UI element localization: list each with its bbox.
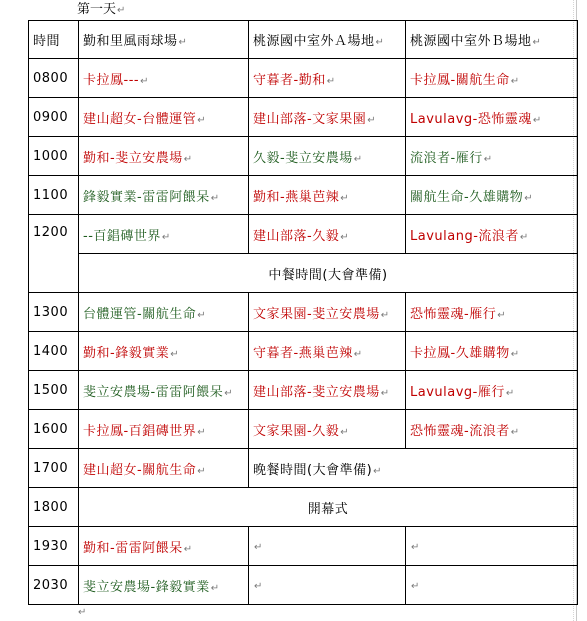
match-cell: 勤和-燕巢芭辣↵ [249, 176, 406, 215]
time-cell: 1000 [29, 137, 79, 176]
match-cell: 鋒毅實業-雷雷阿餵呆↵ [79, 176, 249, 215]
match-cell: Lavulavg-雁行↵ [406, 371, 578, 410]
dinner-cell: 晚餐時間(大會準備)↵ [249, 449, 578, 488]
time-cell: 1700 [29, 449, 79, 488]
match-cell [406, 527, 578, 566]
table-row [29, 293, 578, 332]
match-cell: 建山超女-關航生命↵ [79, 449, 249, 488]
table-row [29, 215, 578, 254]
paragraph-mark-icon: ↵ [505, 387, 515, 399]
match-cell [249, 566, 406, 605]
break-cell: 中餐時間(大會準備) [79, 254, 578, 293]
table-row [29, 176, 578, 215]
match-cell: 勤和-雷雷阿餵呆↵ [79, 527, 249, 566]
schedule-table [28, 20, 578, 605]
paragraph-mark-icon: ↵ [140, 75, 149, 87]
day-title-text: 第一天 [77, 2, 117, 17]
match-cell: 斐立安農場-鋒毅實業↵ [79, 566, 249, 605]
match-cell: 守暮者-燕巢芭辣↵ [249, 332, 406, 371]
match-cell: 恐怖靈魂-流浪者↵ [406, 410, 578, 449]
match-cell: 守暮者-勤和↵ [249, 59, 406, 98]
paragraph-mark-icon: ↵ [380, 387, 390, 399]
paragraph-mark-icon: ↵ [340, 426, 350, 438]
match-cell: 勤和-斐立安農場↵ [79, 137, 249, 176]
paragraph-mark-icon: ↵ [532, 114, 542, 126]
paragraph-mark-icon: ↵ [510, 348, 520, 360]
paragraph-mark-icon: ↵ [183, 543, 193, 555]
paragraph-mark-icon: ↵ [340, 231, 350, 243]
time-cell: 1200 [29, 215, 79, 293]
match-cell: 建山部落-久毅↵ [249, 215, 406, 254]
match-cell: Lavulavg-恐怖靈魂↵ [406, 98, 578, 137]
paragraph-mark-icon: ↵ [117, 5, 126, 16]
match-cell: 久毅-斐立安農場↵ [249, 137, 406, 176]
paragraph-mark-icon: ↵ [170, 348, 180, 360]
header-venue-3: 桃源國中室外Ｂ場地↵ [406, 21, 578, 59]
table-row [29, 137, 578, 176]
paragraph-mark-icon: ↵ [510, 426, 520, 438]
match-cell: 建山超女-台體運管↵ [79, 98, 249, 137]
header-venue-2: 桃源國中室外Ａ場地↵ [249, 21, 406, 59]
paragraph-mark-icon: ↵ [483, 153, 493, 165]
match-cell: 關航生命-久雄購物↵ [406, 176, 578, 215]
match-cell: Lavulang-流浪者↵ [406, 215, 578, 254]
header-row [29, 21, 578, 59]
paragraph-mark-icon: ↵ [353, 348, 363, 360]
paragraph-mark-icon: ↵ [224, 387, 234, 399]
paragraph-mark-icon: ↵ [411, 541, 420, 553]
match-cell: --百錩磚世界↵ [79, 215, 249, 254]
match-cell: 卡拉鳳-久雄購物↵ [406, 332, 578, 371]
table-row [29, 98, 578, 137]
match-cell [406, 566, 578, 605]
end-paragraph-mark-icon: ↵ [78, 607, 87, 618]
paragraph-mark-icon: ↵ [210, 192, 220, 204]
table-row [29, 488, 578, 527]
paragraph-mark-icon: ↵ [210, 582, 220, 594]
table-row [29, 59, 578, 98]
table-row [29, 371, 578, 410]
paragraph-mark-icon: ↵ [411, 580, 420, 592]
table-row [29, 449, 578, 488]
table-row [29, 527, 578, 566]
time-cell: 1930 [29, 527, 79, 566]
match-cell: 台體運管-關航生命↵ [79, 293, 249, 332]
time-cell: 1400 [29, 332, 79, 371]
paragraph-mark-icon: ↵ [254, 541, 263, 553]
time-cell: 0800 [29, 59, 79, 98]
match-cell: 恐怖靈魂-雁行↵ [406, 293, 578, 332]
match-cell: 建山部落-文家果園↵ [249, 98, 406, 137]
table-row [29, 410, 578, 449]
match-cell: 流浪者-雁行↵ [406, 137, 578, 176]
match-cell: 斐立安農場-雷雷阿餵呆↵ [79, 371, 249, 410]
time-cell: 0900 [29, 98, 79, 137]
time-cell: 1600 [29, 410, 79, 449]
header-venue-1: 勤和里風雨球場↵ [79, 21, 249, 59]
day-title [77, 2, 125, 19]
paragraph-mark-icon: ↵ [197, 426, 207, 438]
match-cell: 文家果園-久毅↵ [249, 410, 406, 449]
match-cell [249, 527, 406, 566]
header-time: 時間 [29, 21, 79, 59]
time-cell: 1100 [29, 176, 79, 215]
table-row [29, 566, 578, 605]
match-cell: 勤和-鋒毅實業↵ [79, 332, 249, 371]
match-cell: 卡拉鳳-百錩磚世界↵ [79, 410, 249, 449]
paragraph-mark-icon: ↵ [367, 114, 377, 126]
paragraph-mark-icon: ↵ [380, 309, 390, 321]
paragraph-mark-icon: ↵ [326, 75, 336, 87]
paragraph-mark-icon: ↵ [197, 465, 207, 477]
paragraph-mark-icon: ↵ [373, 465, 383, 477]
paragraph-mark-icon: ↵ [353, 153, 363, 165]
time-cell: 1500 [29, 371, 79, 410]
paragraph-mark-icon: ↵ [161, 231, 171, 243]
paragraph-mark-icon: ↵ [183, 153, 193, 165]
event-cell: 開幕式 [79, 488, 578, 527]
match-cell: 卡拉鳳---↵ [79, 59, 249, 98]
table-row [29, 254, 578, 293]
time-cell: 2030 [29, 566, 79, 605]
paragraph-mark-icon: ↵ [254, 580, 263, 592]
match-cell: 卡拉鳳-關航生命↵ [406, 59, 578, 98]
match-cell: 建山部落-斐立安農場↵ [249, 371, 406, 410]
paragraph-mark-icon: ↵ [524, 192, 534, 204]
paragraph-mark-icon: ↵ [197, 309, 207, 321]
paragraph-mark-icon: ↵ [510, 75, 520, 87]
paragraph-mark-icon: ↵ [519, 231, 529, 243]
paragraph-mark-icon: ↵ [197, 114, 207, 126]
table-row [29, 332, 578, 371]
paragraph-mark-icon: ↵ [340, 192, 350, 204]
time-cell: 1800 [29, 488, 79, 527]
time-cell: 1300 [29, 293, 79, 332]
match-cell: 文家果園-斐立安農場↵ [249, 293, 406, 332]
paragraph-mark-icon: ↵ [497, 309, 507, 321]
